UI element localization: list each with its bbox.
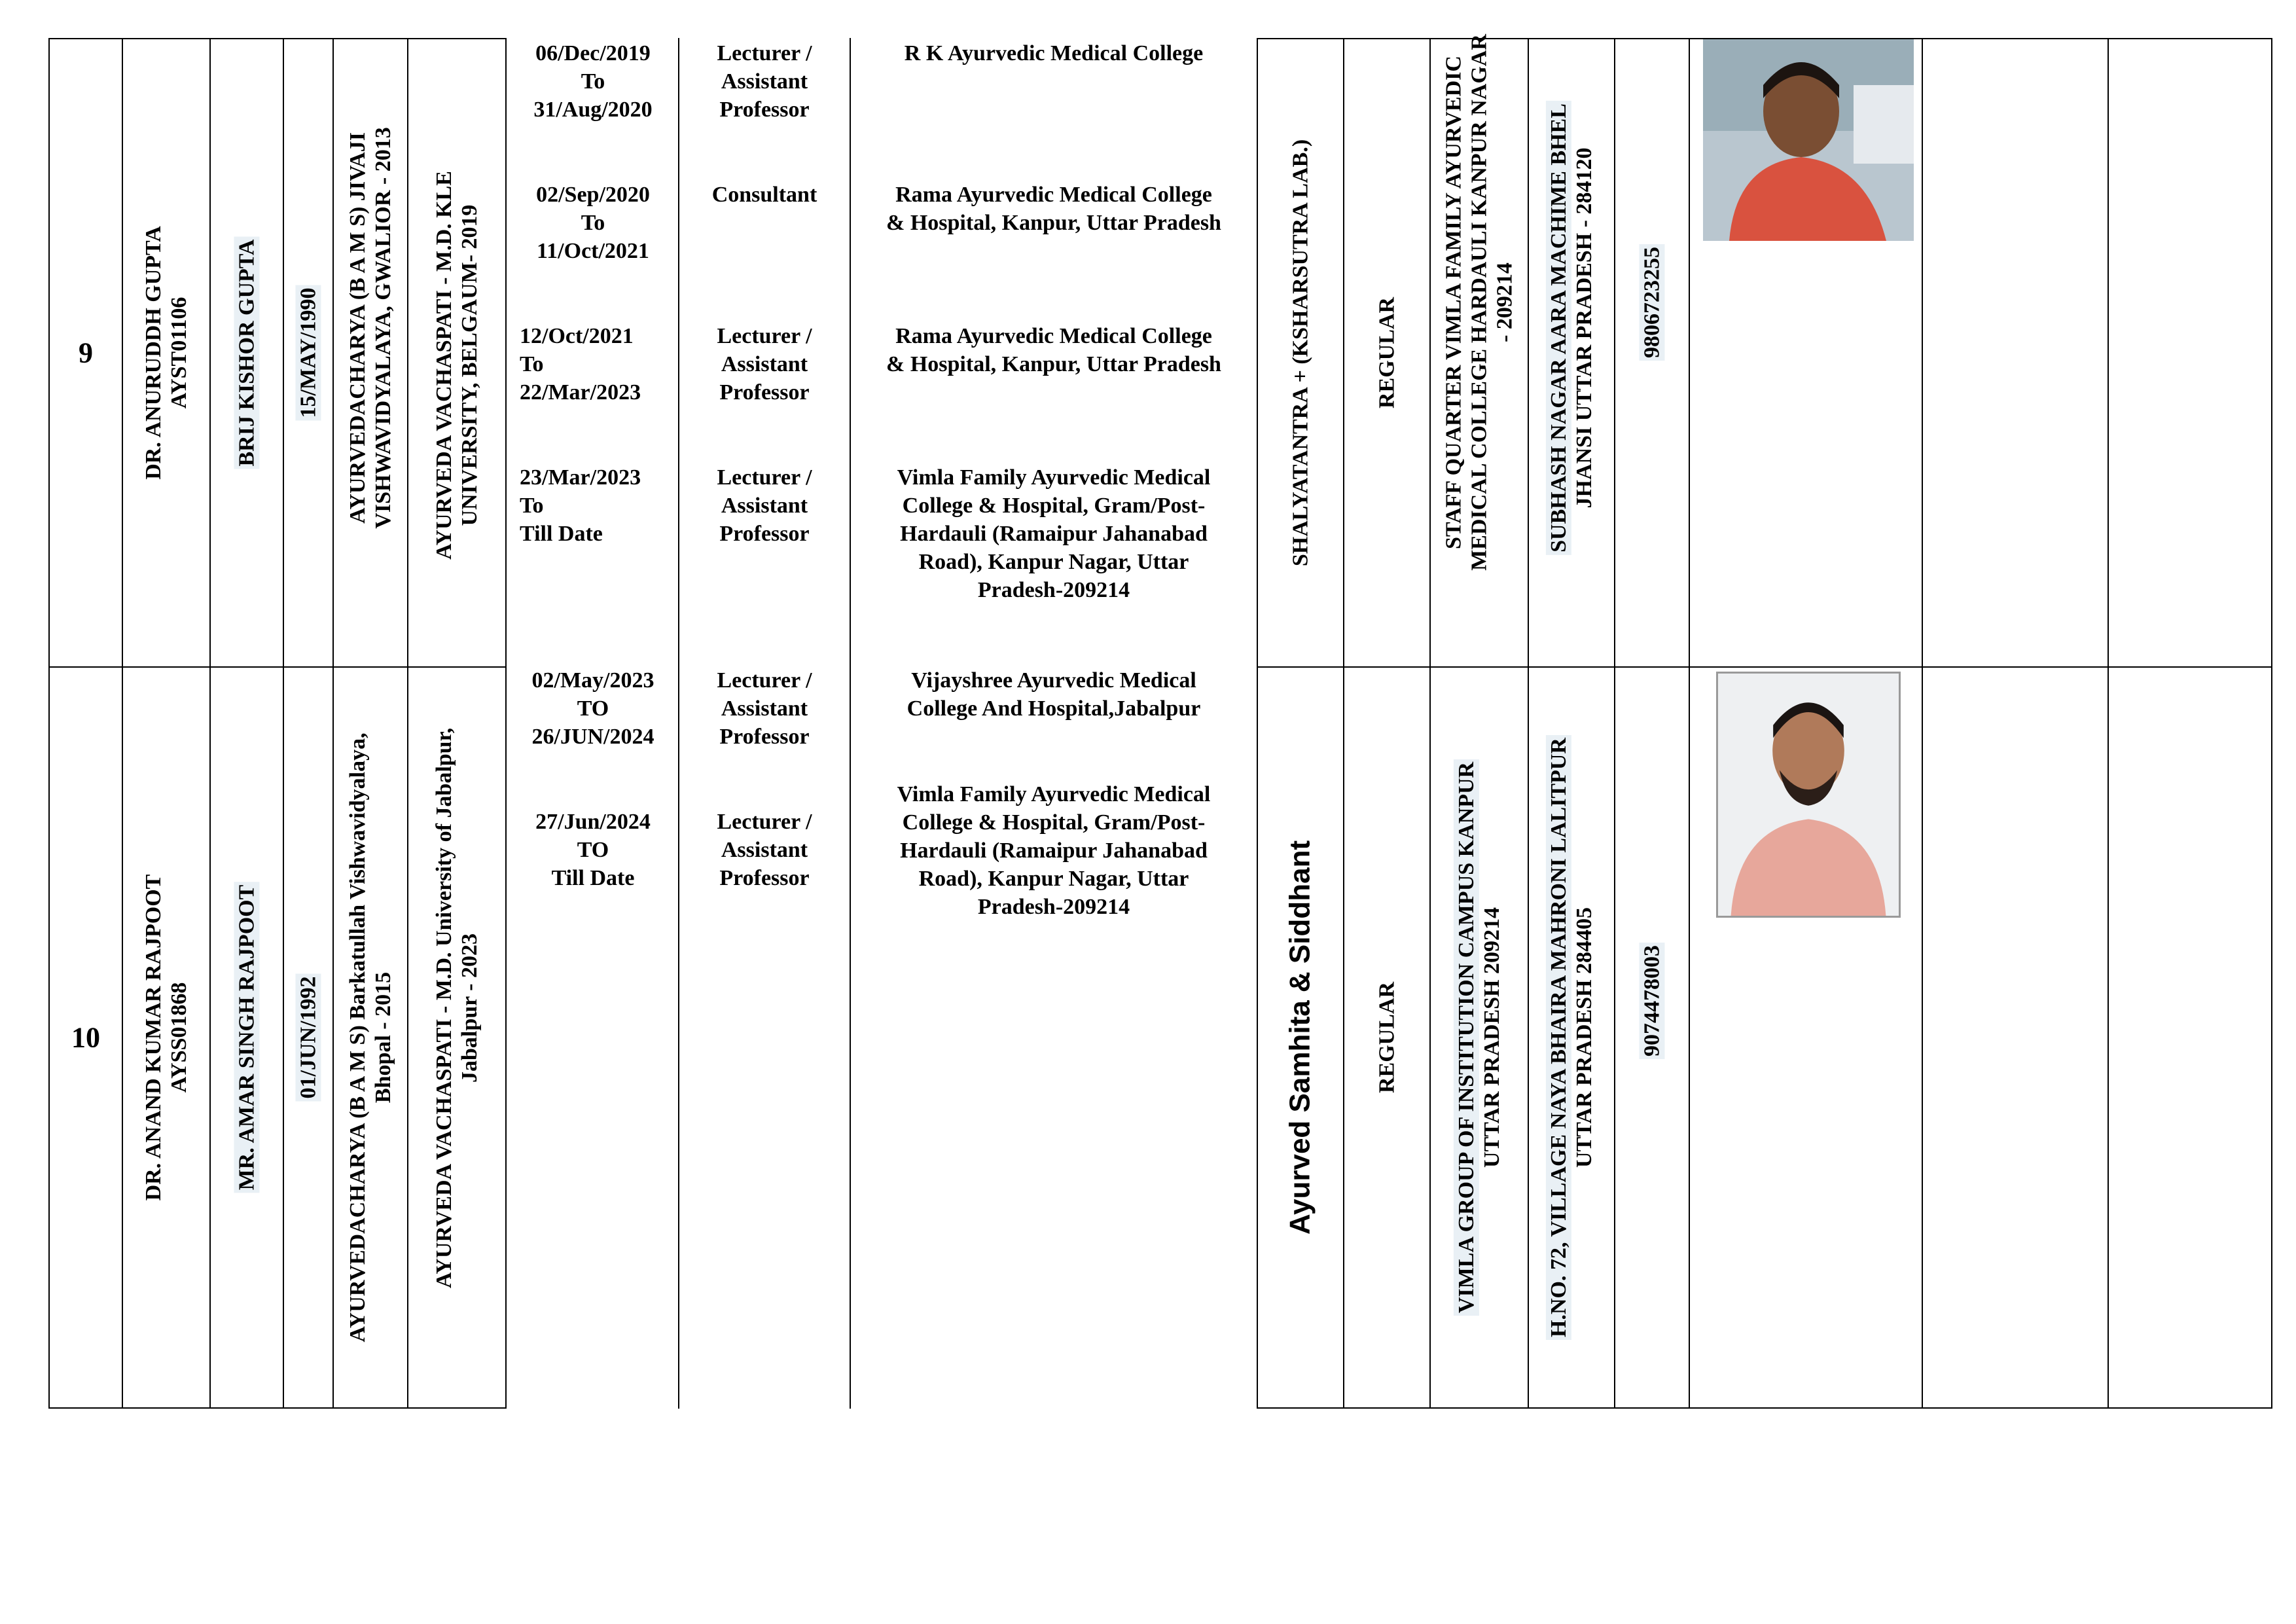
- experience-institution: [851, 322, 1257, 378]
- institution-line: Pradesh-209214: [977, 895, 1130, 919]
- designation-line: Consultant: [711, 183, 817, 207]
- designation-line: Assistant: [721, 69, 808, 94]
- experience-institution: [851, 463, 1257, 604]
- serial-cell: [48, 666, 123, 1409]
- faculty-name: DR. ANURUDDH GUPTA: [141, 226, 166, 480]
- institution-line: Pradesh-209214: [977, 578, 1130, 602]
- institution-line: Rama Ayurvedic Medical College: [895, 183, 1212, 207]
- serial-number: 10: [71, 1021, 100, 1054]
- serial-number: 9: [79, 336, 93, 369]
- date-from: 02/Sep/2020: [536, 183, 650, 207]
- experience-divider: [850, 38, 851, 1409]
- portrait-image: [1703, 39, 1914, 241]
- date-from: 23/Mar/2023: [520, 465, 641, 490]
- ug-qualification-line2: Bhopal - 2015: [371, 971, 395, 1104]
- date-to-word: To: [520, 494, 544, 518]
- designation-line: Lecturer /: [717, 668, 812, 693]
- phone-number: 9074478003: [1639, 943, 1664, 1059]
- institution-line: & Hospital, Kanpur, Uttar Pradesh: [886, 352, 1221, 376]
- designation-line: Assistant: [721, 352, 808, 376]
- faculty-code: AYSS01868: [167, 982, 191, 1093]
- appointment-type: REGULAR: [1374, 297, 1399, 409]
- faculty-photo: [1703, 39, 1914, 241]
- institution-line: College & Hospital, Gram/Post-: [902, 810, 1206, 835]
- date-to-word: To: [520, 352, 544, 376]
- experience-dates: [520, 322, 677, 406]
- father-name: BRIJ KISHOR GUPTA: [234, 237, 259, 469]
- date-of-birth: 01/JUN/1992: [295, 974, 321, 1102]
- date-to-word: To: [581, 69, 605, 94]
- ug-qualification-line1: AYURVEDACHARYA (B A M S) JIVAJI: [345, 132, 370, 524]
- permanent-address-cell: [1528, 38, 1615, 668]
- blank-cell: [1922, 38, 2109, 668]
- ug-cell: [332, 38, 408, 668]
- institution-line: Vimla Family Ayurvedic Medical: [897, 782, 1211, 806]
- portrait-image: [1718, 674, 1899, 916]
- designation-line: Professor: [719, 380, 810, 405]
- designation-line: Lecturer /: [717, 324, 812, 348]
- pg-qualification-line2: UNIVERSITY, BELGAUM- 2019: [457, 204, 482, 526]
- designation-line: Assistant: [721, 696, 808, 721]
- residential-address-line2: UTTAR PRADESH 209214: [1480, 907, 1504, 1168]
- designation-line: Professor: [719, 98, 810, 122]
- dob-cell: [283, 666, 334, 1409]
- type-cell: [1343, 666, 1431, 1409]
- date-to: Till Date: [551, 866, 635, 890]
- date-to-word: TO: [577, 696, 609, 721]
- permanent-address-line1: SUBHASH NAGAR AARA MACHIME BHEL: [1546, 101, 1571, 555]
- designation-line: Assistant: [721, 494, 808, 518]
- experience-dates: [508, 181, 678, 265]
- experience-dates: [508, 666, 678, 751]
- date-of-birth: 15/MAY/1990: [295, 285, 321, 421]
- experience-designation: [679, 181, 850, 209]
- experience-institution: [851, 181, 1257, 237]
- department: Ayurved Samhita & Siddhant: [1283, 840, 1316, 1235]
- institution-line: Hardauli (Ramaipur Jahanabad: [900, 522, 1208, 546]
- name-cell: [122, 666, 211, 1409]
- date-to: Till Date: [520, 522, 603, 546]
- residential-address-cell: [1429, 34, 1529, 668]
- experience-designation: [679, 322, 850, 406]
- serial-cell: [48, 38, 123, 668]
- father-name: MR. AMAR SINGH RAJPOOT: [234, 882, 259, 1193]
- faculty-name: DR. ANAND KUMAR RAJPOOT: [141, 874, 166, 1201]
- permanent-address-line2: JHANSI UTTAR PRADESH - 284120: [1572, 147, 1596, 509]
- experience-designation: [679, 463, 850, 548]
- date-to-word: To: [581, 211, 605, 235]
- experience-institution: [851, 39, 1257, 67]
- institution-line: R K Ayurvedic Medical College: [904, 41, 1204, 65]
- date-to: 22/Mar/2023: [520, 380, 641, 405]
- residential-address-line2: MEDICAL COLLEGE HARDAULI KANPUR NAGAR: [1467, 34, 1492, 571]
- pg-qualification-line1: AYURVEDA VACHASPATI - M.D. KLE: [431, 171, 456, 560]
- appointment-type: REGULAR: [1374, 981, 1399, 1094]
- permanent-address-line1: H.NO. 72, VILLAGE NAYA BHAIRA MAHRONI LALITPUR: [1546, 735, 1571, 1340]
- residential-address-line1: VIMLA GROUP OF INSTITUTION CAMPUS KANPUR: [1454, 759, 1479, 1316]
- date-to: 11/Oct/2021: [537, 239, 649, 263]
- date-to-word: TO: [577, 838, 609, 862]
- father-cell: [209, 666, 284, 1409]
- date-from: 12/Oct/2021: [520, 324, 634, 348]
- date-from: 06/Dec/2019: [535, 41, 651, 65]
- experience-dates: [508, 39, 678, 124]
- institution-line: & Hospital, Kanpur, Uttar Pradesh: [886, 211, 1221, 235]
- experience-designation: [679, 39, 850, 124]
- designation-line: Professor: [719, 522, 810, 546]
- blank-cell: [2108, 666, 2272, 1409]
- department-cell: [1257, 38, 1344, 668]
- designation-line: Lecturer /: [717, 41, 812, 65]
- father-cell: [209, 38, 284, 668]
- institution-line: Road), Kanpur Nagar, Uttar: [918, 867, 1189, 891]
- faculty-code: AYST01106: [167, 297, 191, 409]
- faculty-photo: [1716, 672, 1901, 918]
- ug-qualification-line2: VISHWAVIDYALAYA, GWALIOR - 2013: [371, 126, 395, 529]
- residential-address-line3: - 209214: [1492, 262, 1517, 343]
- type-cell: [1343, 38, 1431, 668]
- institution-line: College And Hospital,Jabalpur: [906, 696, 1201, 721]
- blank-cell: [1922, 666, 2109, 1409]
- institution-line: Vimla Family Ayurvedic Medical: [897, 465, 1211, 490]
- photo-cell: [1689, 666, 1923, 1409]
- dob-cell: [283, 38, 334, 668]
- department-cell: [1257, 666, 1344, 1409]
- residential-address-line1: STAFF QUARTER VIMLA FAMILY AYURVEDIC: [1441, 56, 1466, 550]
- designation-line: Professor: [719, 725, 810, 749]
- pg-cell: [407, 38, 507, 668]
- blank-cell: [2108, 38, 2272, 668]
- pg-qualification-line2: Jabalpur - 2023: [457, 933, 482, 1083]
- designation-line: Assistant: [721, 838, 808, 862]
- department: SHALYATANTRA + (KSHARSUTRA LAB.): [1288, 139, 1313, 567]
- institution-line: Vijayshree Ayurvedic Medical: [911, 668, 1196, 693]
- date-from: 02/May/2023: [531, 668, 655, 693]
- phone-cell: [1614, 666, 1690, 1409]
- experience-institution: [851, 666, 1257, 723]
- institution-line: Rama Ayurvedic Medical College: [895, 324, 1212, 348]
- institution-line: College & Hospital, Gram/Post-: [902, 494, 1206, 518]
- institution-line: Hardauli (Ramaipur Jahanabad: [900, 839, 1208, 863]
- date-from: 27/Jun/2024: [535, 810, 651, 834]
- permanent-address-cell: [1528, 666, 1615, 1409]
- name-cell: [122, 38, 211, 668]
- phone-cell: [1614, 38, 1690, 668]
- pg-cell: [407, 666, 507, 1409]
- experience-dates: [520, 463, 677, 548]
- ug-qualification-line1: AYURVEDACHARYA (B A M S) Barkatullah Vishwavidyalaya,: [345, 732, 370, 1343]
- designation-line: Professor: [719, 866, 810, 890]
- experience-designation: [679, 666, 850, 751]
- date-to: 31/Aug/2020: [533, 98, 653, 122]
- designation-line: Lecturer /: [717, 465, 812, 490]
- pg-qualification-line1: AYURVEDA VACHASPATI - M.D. University of Jabalpur,: [431, 727, 456, 1288]
- ug-cell: [332, 666, 408, 1409]
- residential-address-cell: [1429, 666, 1529, 1409]
- experience-designation: [679, 808, 850, 892]
- institution-line: Road), Kanpur Nagar, Uttar: [918, 550, 1189, 574]
- permanent-address-line2: UTTAR PRADESH 284405: [1572, 907, 1596, 1168]
- designation-line: Lecturer /: [717, 810, 812, 834]
- date-to: 26/JUN/2024: [531, 725, 655, 749]
- photo-cell: [1689, 38, 1923, 668]
- phone-number: 9806723255: [1639, 244, 1664, 361]
- experience-dates: [508, 808, 678, 892]
- experience-institution: [851, 780, 1257, 921]
